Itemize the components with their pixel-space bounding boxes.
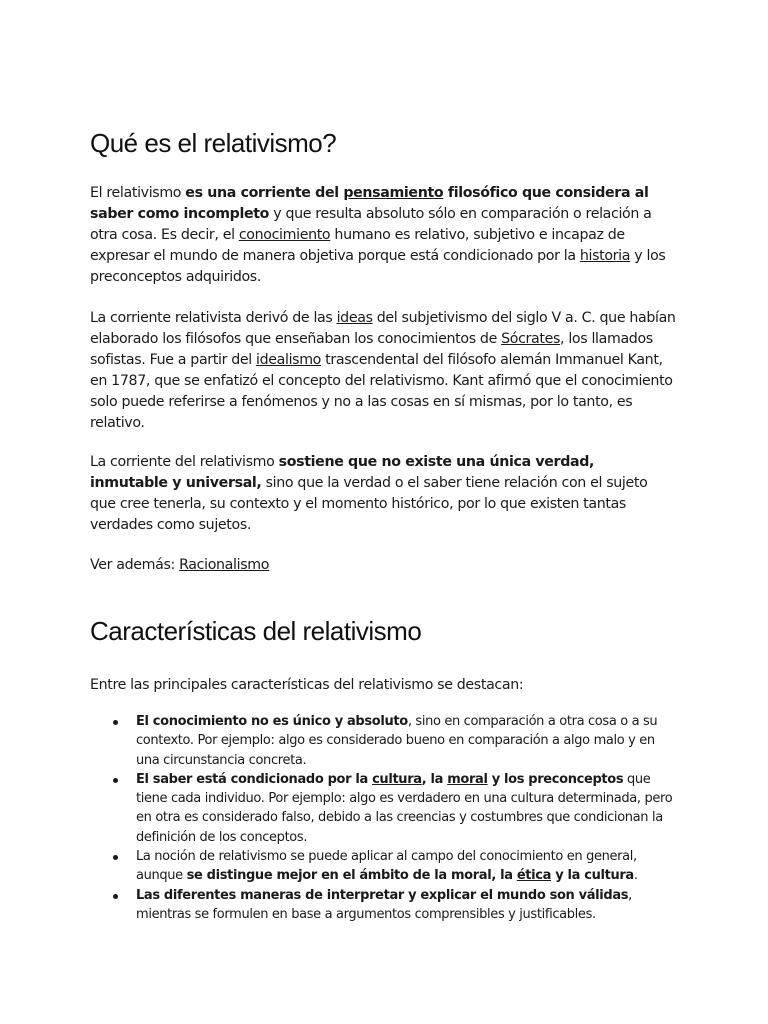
- paragraph-truth: [90, 452, 676, 536]
- link-racionalismo[interactable]: Racionalismo: [179, 557, 270, 573]
- see-also: [90, 555, 676, 576]
- list-item: [136, 847, 680, 886]
- link-cultura[interactable]: cultura: [372, 771, 422, 787]
- bullet-icon: [113, 778, 118, 783]
- bold-text: y los preconceptos: [487, 771, 624, 787]
- text: , sino en comparación a otra cosa o a su contexto. Por ejemplo: algo es considerado bueno en comparación a algo malo y en una circunstancia concreta.: [136, 714, 658, 768]
- bold-text: El saber está condicionado por la: [136, 771, 373, 787]
- link-idealismo[interactable]: idealismo: [256, 352, 322, 368]
- text: .: [633, 868, 638, 884]
- text: La corriente relativista derivó de las: [90, 310, 337, 326]
- bullet-icon: [113, 720, 118, 725]
- bold-text: se distingue mejor en el ámbito de la moral, la: [186, 868, 517, 884]
- text: trascendental del filósofo alemán Immanuel Kant, en 1787, que se enfatizó el concepto del relativismo. Kant afirmó que el conocimiento solo puede referirse a fenómenos y no a las cosas en sí mismas, por lo tanto, es relativo.: [90, 352, 673, 431]
- text: del subjetivismo del siglo V a. C. que habían elaborado los filósofos que enseñaban los conocimientos de: [90, 310, 676, 347]
- link-conocimiento[interactable]: conocimiento: [238, 227, 331, 243]
- link-moral[interactable]: moral: [447, 771, 488, 787]
- bold-text: , la: [421, 771, 448, 787]
- bold-text: El conocimiento no es único y absoluto: [136, 714, 408, 729]
- link-etica[interactable]: ética: [516, 868, 552, 884]
- paragraph-definition: [90, 183, 676, 288]
- text: que tiene cada individuo. Por ejemplo: algo es verdadero en una cultura determinada, pero en otra es considerado falso, debido a las creencias y costumbres que condicionan la definición de los conceptos.: [136, 771, 673, 845]
- link-historia[interactable]: historia: [579, 248, 631, 264]
- text: El relativismo: [90, 185, 186, 201]
- link-socrates[interactable]: Sócrates: [501, 331, 561, 347]
- bullet-icon: [113, 855, 118, 860]
- text: , mientras se formulen en base a argumentos comprensibles y justificables.: [136, 887, 632, 922]
- bullet-icon: [113, 894, 118, 899]
- bold-text: Las diferentes maneras de interpretar y explicar el mundo son válidas: [136, 887, 629, 903]
- bold-text: sostiene que no existe una única verdad, inmutable y universal,: [90, 454, 595, 491]
- text: y que resulta absoluto sólo en comparación o relación a otra cosa. Es decir, el: [90, 206, 652, 243]
- link-pensamiento[interactable]: pensamiento: [343, 185, 444, 201]
- list-item: [136, 712, 680, 770]
- see-also-label: Ver además:: [90, 557, 180, 573]
- text: humano es relativo, subjetivo e incapaz de expresar el mundo de manera objetiva porque está condicionado por la: [90, 227, 625, 264]
- bold-text: filosófico que considera al saber como incompleto: [90, 185, 649, 222]
- text: La noción de relativismo se puede aplicar al campo del conocimiento en general, aunque: [136, 849, 637, 884]
- characteristics-list: [90, 712, 680, 924]
- bold-text: y la cultura: [551, 868, 634, 884]
- paragraph-origin: [90, 308, 676, 434]
- link-ideas[interactable]: ideas: [336, 310, 373, 326]
- section-heading-caracteristicas: Características del relativismo: [90, 616, 422, 646]
- paragraph-intro-list: Entre las principales características del relativismo se destacan:: [90, 677, 524, 693]
- list-item: [136, 886, 680, 925]
- text: sino que la verdad o el saber tiene relación con el sujeto que cree tenerla, su contexto y el momento histórico, por lo que existen tantas verdades como sujetos.: [90, 475, 648, 533]
- page-title: Qué es el relativismo?: [90, 128, 337, 158]
- bold-text: es una corriente del: [185, 185, 344, 201]
- list-item: [136, 770, 680, 847]
- text: La corriente del relativismo: [90, 454, 279, 470]
- text: , los llamados sofistas. Fue a partir del: [90, 331, 653, 368]
- text: y los preconceptos adquiridos.: [90, 248, 666, 285]
